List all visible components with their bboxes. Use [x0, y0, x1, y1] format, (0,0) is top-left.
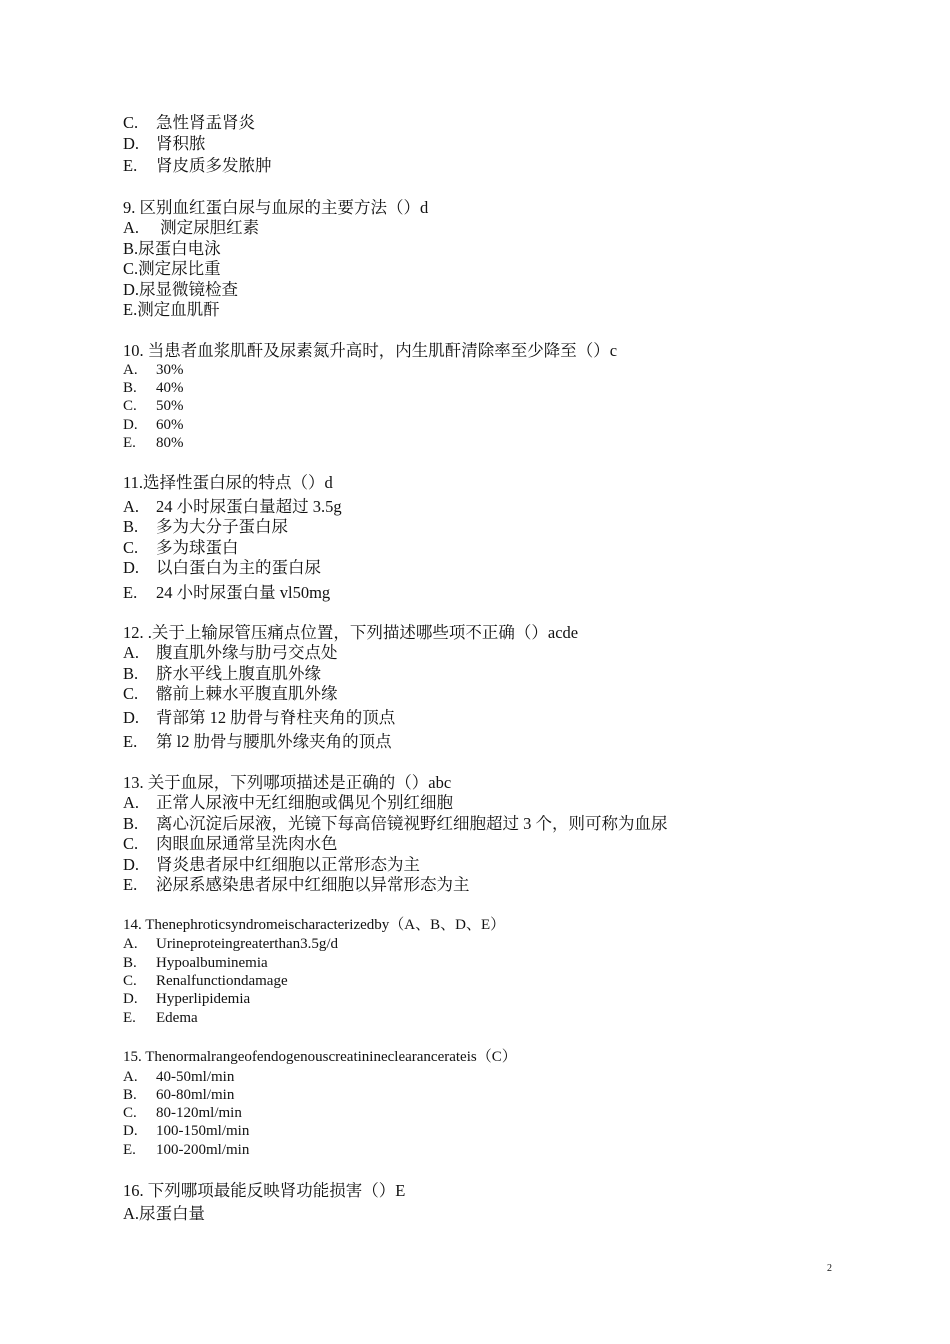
option-line: A. 30%: [123, 362, 184, 378]
option-line: E. 24 小时尿蛋白量 vl50mg: [123, 583, 331, 602]
option-line: E. 肾皮质多发脓肿: [123, 156, 272, 175]
option-line: B. Hypoalbuminemia: [123, 955, 268, 971]
option-line: D. Hyperlipidemia: [123, 991, 251, 1007]
option-line: E. 泌尿系感染患者尿中红细胞以异常形态为主: [123, 875, 470, 894]
option-line: D. 肾积脓: [123, 134, 206, 153]
page-number: 2: [827, 1263, 832, 1274]
option-line: B.尿蛋白电泳: [123, 239, 221, 258]
option-line: A. 24 小时尿蛋白量超过 3.5g: [123, 497, 342, 516]
option-line: B. 40%: [123, 380, 184, 396]
option-line: D.尿显微镜检查: [123, 280, 239, 299]
option-line: C. 80-120ml/min: [123, 1105, 242, 1121]
question-line: 15. Thenormalrangeofendogenouscreatinineclearancerateis（C）: [123, 1049, 517, 1065]
question-line: 12. .关于上输尿管压痛点位置，下列描述哪些项不正确（）acde: [123, 623, 579, 642]
option-line: E. 100-200ml/min: [123, 1142, 250, 1158]
option-line: B. 多为大分子蛋白尿: [123, 517, 288, 536]
option-line: D. 肾炎患者尿中红细胞以正常形态为主: [123, 855, 420, 874]
option-line: C. 多为球蛋白: [123, 538, 239, 557]
option-line: C. 50%: [123, 398, 184, 414]
option-line: C. 急性肾盂肾炎: [123, 113, 255, 132]
option-line: A. 测定尿胆红素: [123, 218, 260, 237]
option-line: C. Renalfunctiondamage: [123, 973, 288, 989]
option-line: D. 100-150ml/min: [123, 1123, 250, 1139]
option-line: D. 60%: [123, 417, 184, 433]
question-line: 16. 下列哪项最能反映肾功能损害（）E: [123, 1181, 406, 1200]
option-line: E. Edema: [123, 1010, 198, 1026]
question-line: 14. Thenephroticsyndromeischaracterizedby（A、B、D、E）: [123, 917, 506, 933]
option-line: A. 40-50ml/min: [123, 1069, 235, 1085]
option-line: D. 以白蛋白为主的蛋白尿: [123, 558, 321, 577]
option-line: E. 第 l2 肋骨与腰肌外缘夹角的顶点: [123, 732, 392, 751]
question-line: 9. 区别血红蛋白尿与血尿的主要方法（）d: [123, 198, 429, 217]
question-line: 11.选择性蛋白尿的特点（）d: [123, 473, 333, 492]
option-line: E.测定血肌酐: [123, 300, 220, 319]
option-line: C. 肉眼血尿通常呈洗肉水色: [123, 834, 338, 853]
option-line: B. 60-80ml/min: [123, 1087, 235, 1103]
question-line: 10. 当患者血浆肌酐及尿素氮升高时，内生肌酐清除率至少降至（）c: [123, 341, 618, 360]
option-line: A. 腹直肌外缘与肋弓交点处: [123, 643, 338, 662]
option-line: C. 髂前上棘水平腹直肌外缘: [123, 684, 338, 703]
option-line: A.尿蛋白量: [123, 1204, 206, 1223]
option-line: A. Urineproteingreaterthan3.5g/d: [123, 936, 339, 952]
option-line: B. 离心沉淀后尿液，光镜下每高倍镜视野红细胞超过 3 个，则可称为血尿: [123, 814, 668, 833]
option-line: B. 脐水平线上腹直肌外缘: [123, 664, 321, 683]
option-line: C.测定尿比重: [123, 259, 221, 278]
option-line: E. 80%: [123, 435, 184, 451]
option-line: D. 背部第 12 肋骨与脊柱夹角的顶点: [123, 708, 396, 727]
question-line: 13. 关于血尿，下列哪项描述是正确的（）abc: [123, 773, 452, 792]
option-line: A. 正常人尿液中无红细胞或偶见个别红细胞: [123, 793, 453, 812]
